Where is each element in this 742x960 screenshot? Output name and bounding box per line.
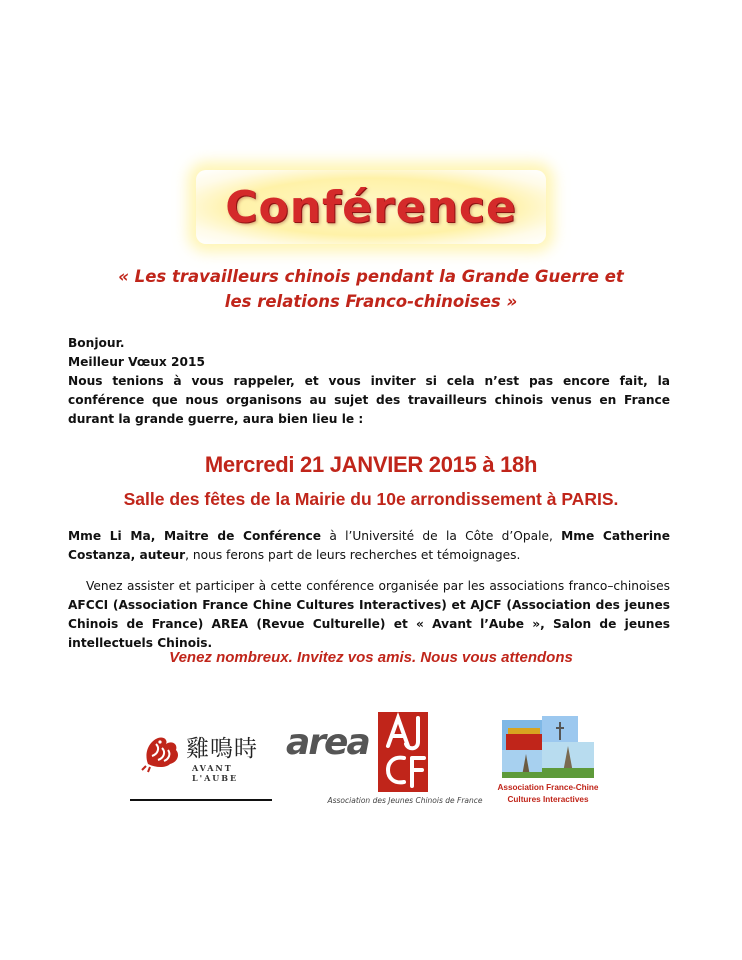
page-title: Conférence xyxy=(225,181,517,233)
aube-chinese-text: 雞鳴時 xyxy=(186,736,258,762)
ajcf-logo xyxy=(326,712,484,812)
avant-l-aube-logo xyxy=(132,718,272,802)
area-logo-text: area xyxy=(286,722,369,763)
speaker-1-affiliation: à l’Université de la Côte d’Opale, xyxy=(321,529,562,543)
speakers-paragraph xyxy=(68,527,670,565)
organizers-list: AFCCI (Association France Chine Cultures Interactives) et AJCF (Association des jeunes Chinois de France) AREA (Revue Culturelle) et « Avant l’Aube », Salon de jeunes intellectuels Chinois. xyxy=(68,598,670,650)
afcci-logo xyxy=(496,716,600,811)
afcci-caption xyxy=(492,782,604,806)
subtitle-line-1: « Les travailleurs chinois pendant la Grande Guerre et xyxy=(118,267,624,286)
aube-latin-text: AVANT L'AUBE xyxy=(192,763,239,783)
subtitle-line-2: les relations Franco-chinoises » xyxy=(224,292,518,311)
afcci-caption-line-2: Cultures Interactives xyxy=(507,795,589,804)
afcci-caption-line-1: Association France-Chine xyxy=(497,783,599,792)
invitation-paragraph xyxy=(68,577,670,653)
ajcf-mark-icon xyxy=(378,712,428,792)
ajcf-caption: Association des Jeunes Chinois de France xyxy=(327,796,483,805)
landmarks-collage-icon xyxy=(502,716,594,778)
new-year-wishes: Meilleur Vœux 2015 xyxy=(68,355,205,369)
speaker-1-name: Mme Li Ma, Maitre de Conférence xyxy=(68,529,322,543)
speaker-2-name: Mme Catherine Costanza, auteur xyxy=(68,529,670,562)
closing-line: Venez nombreux. Invitez vos amis. Nous vous attendons xyxy=(169,649,573,666)
logo-divider xyxy=(130,799,272,801)
event-venue: Salle des fêtes de la Mairie du 10e arrondissement à PARIS. xyxy=(123,489,619,509)
speakers-description: , nous ferons part de leurs recherches et témoignages. xyxy=(185,548,521,562)
rooster-icon xyxy=(138,728,184,774)
invitation-text: Venez assister et participer à cette conférence organisée par les associations franco–chinoises xyxy=(86,579,670,593)
greeting: Bonjour. xyxy=(68,336,125,350)
title-banner xyxy=(196,170,546,244)
event-date: Mercredi 21 JANVIER 2015 à 18h xyxy=(204,452,538,477)
conference-subtitle xyxy=(60,264,682,314)
intro-paragraph: Nous tenions à vous rappeler, et vous inviter si cela n’est pas encore fait, la conférence que nous organisons au sujet des travailleurs chinois venus en France durant la grande guerre, aura bien lieu le : xyxy=(68,374,670,426)
